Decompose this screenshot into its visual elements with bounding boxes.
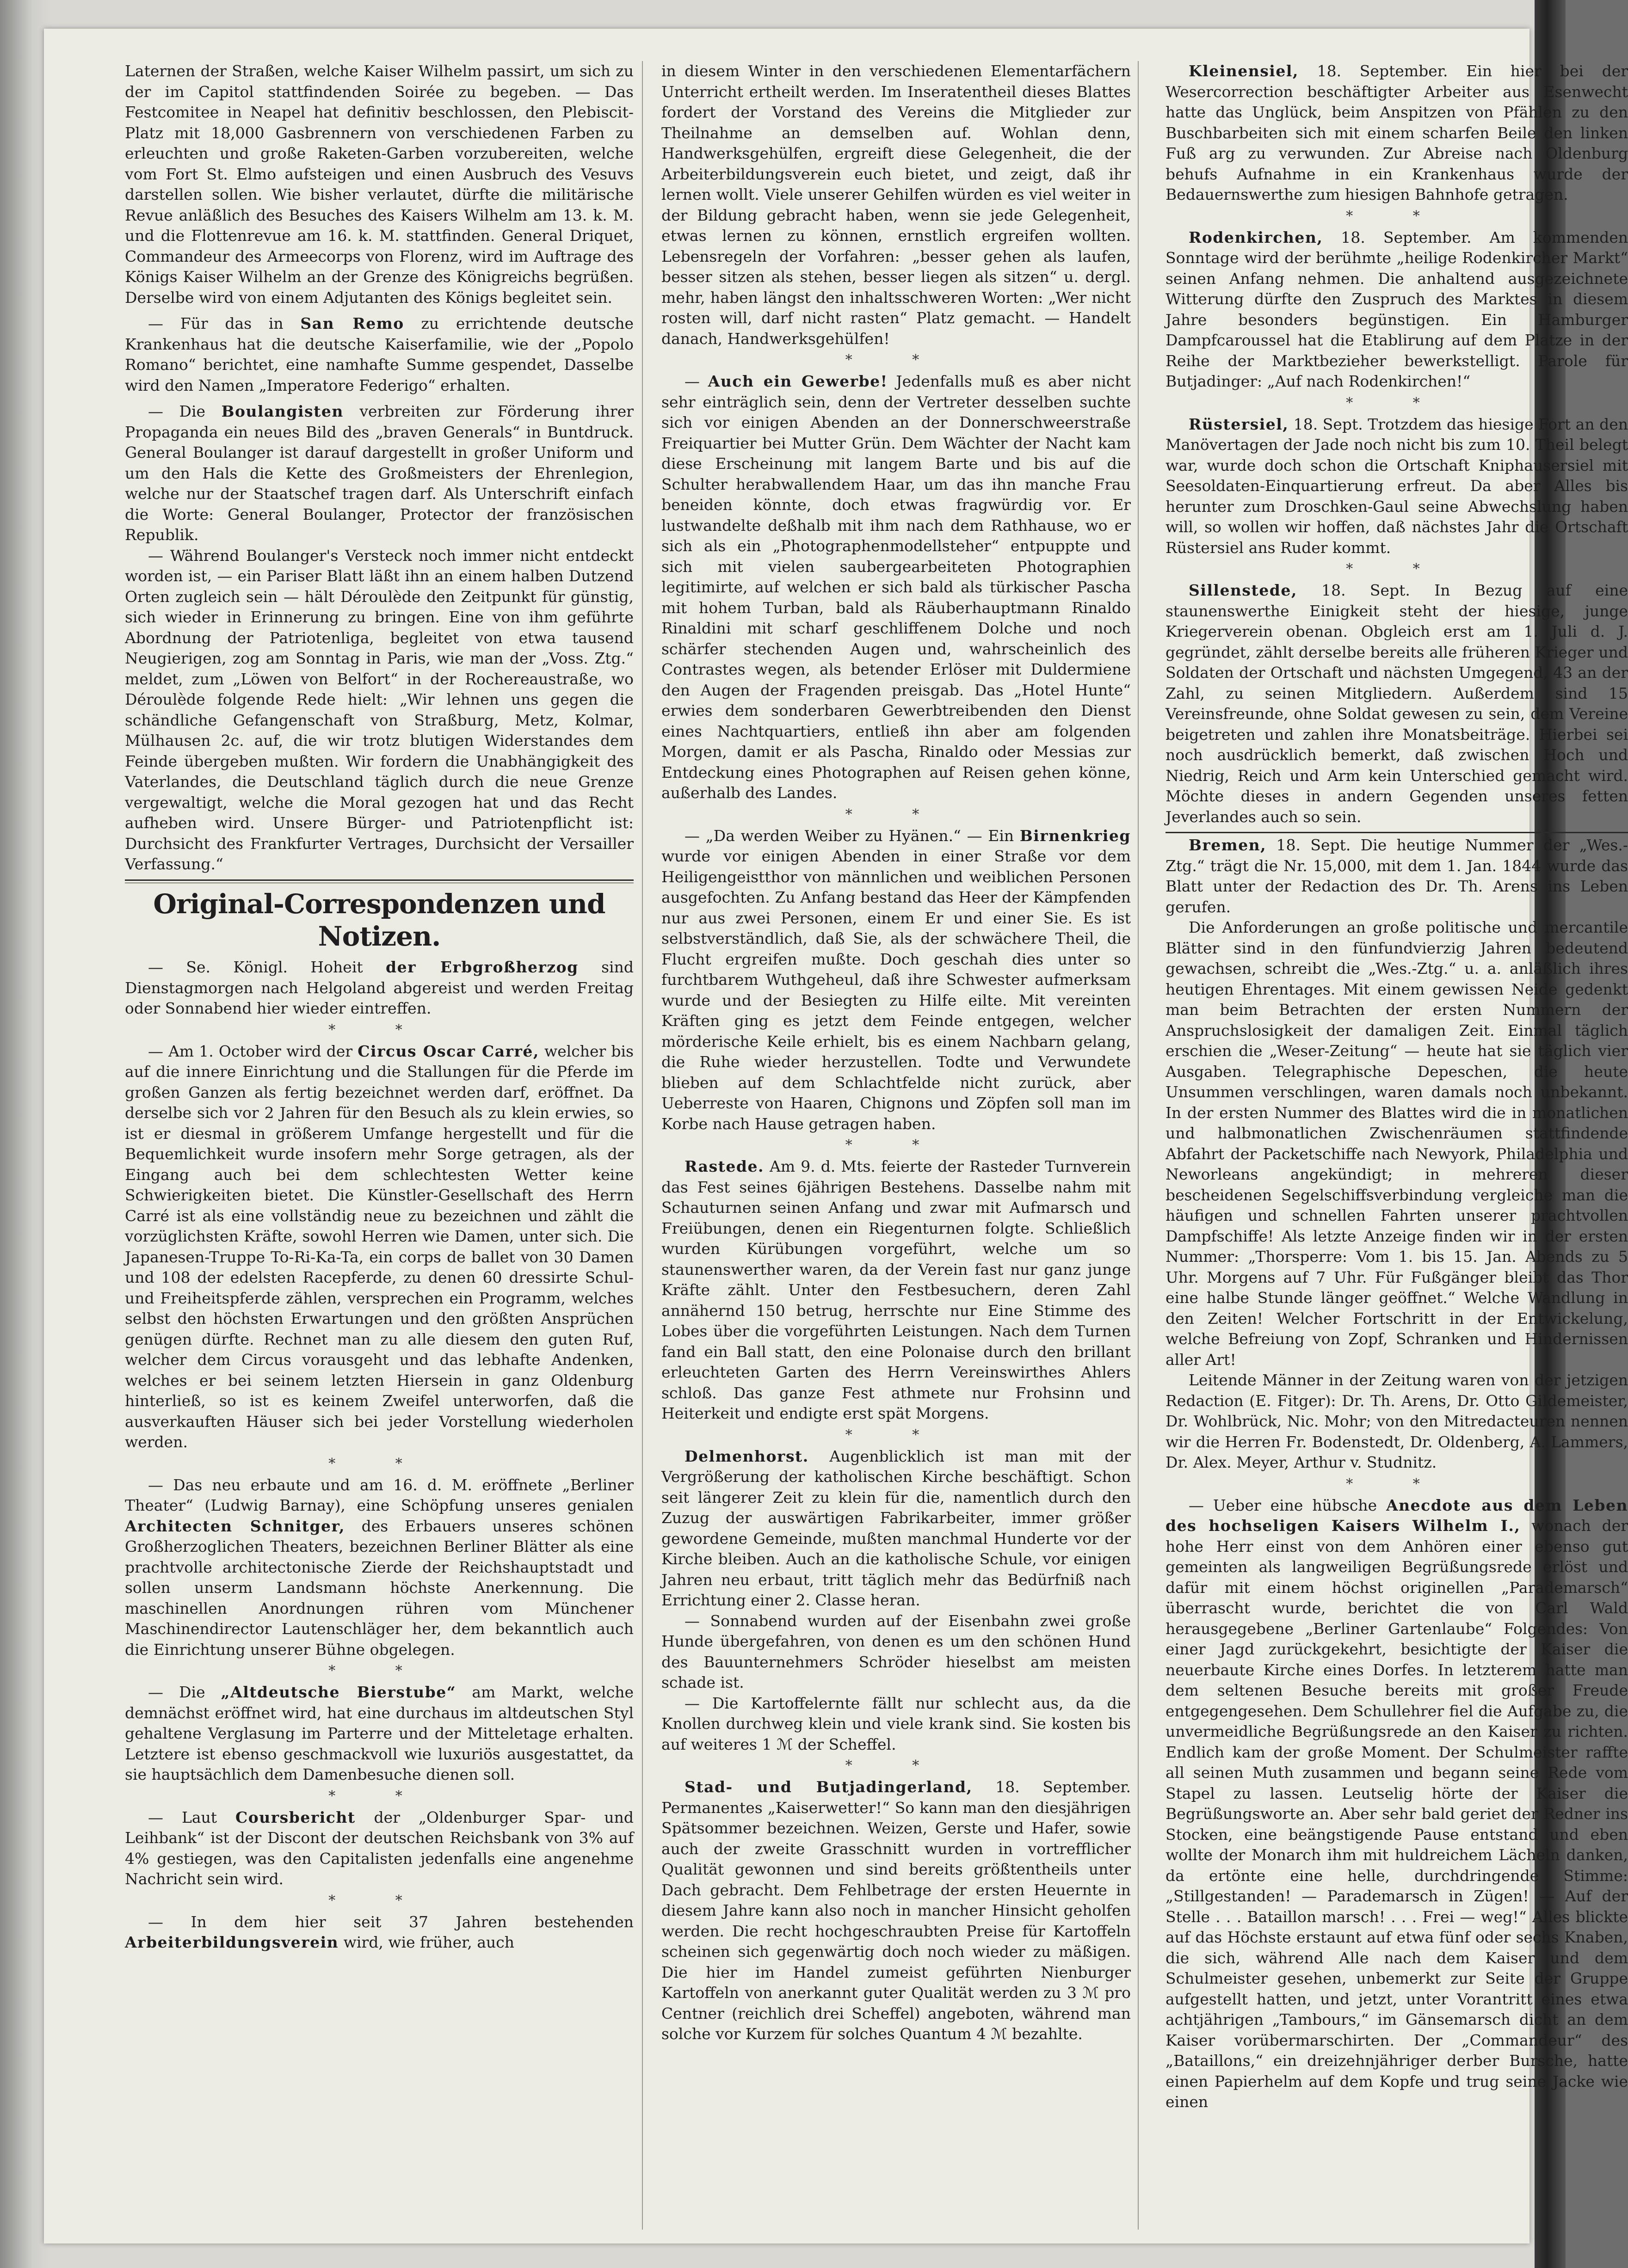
article-heading: Circus Oscar Carré, (358, 1042, 539, 1060)
article-heading: Kleinensiel, (1189, 62, 1299, 80)
article-heading: Architecten Schnitger, (125, 1517, 345, 1535)
separator-stars: * * (1346, 208, 1448, 224)
article-text: — Sonnabend wurden auf der Eisenbahn zwei große Hunde übergefahren, von denen es um den schönen Hund des Bauunternehmers Schröder hieselbst am meisten schade ist. (661, 1611, 1131, 1691)
article-text: Sillenstede, 18. Sept. In Bezug auf eine staunenswerthe Einigkeit steht der hiesige, junge Kriegerverein obenan. Obgleich erst am 1. Juli d. J. gegründet, zählt derselbe bereits alle früheren Krieger und Soldaten der Ortschaft und nächsten Umgegend, 43 an der Zahl, zu seinen Mitgliedern. Außerdem sind 15 Vereinsfreunde, ohne Soldat gewesen zu sein, dem Vereine beigetreten und zahlen ihre Monatsbeiträge. Hierbei sei noch ausdrücklich bemerkt, daß zwischen Hoch und Niedrig, Reich und Arm kein Unterschied gemacht wird. Möchte dieses in andern Gegenden unseres fetten Jeverlandes auch so sein. (1166, 581, 1628, 826)
section-rule (125, 879, 634, 881)
column-3 (1166, 61, 1628, 2234)
article-text: — Während Boulanger's Versteck noch immer nicht entdeckt worden ist, — ein Pariser Blatt läßt ihn an einem halben Dutzend Orten zugleich sein — hält Déroulède den Zeitpunkt für günstig, sich wieder in Erinnerung zu bringen. Eine von ihm geführte Abordnung der Patriotenliga, begleitet von etwa tausend Neugierigen, zog am Sonntag in Paris, wie man der „Voss. Ztg.“ meldet, zum „Löwen von Belfort“ in der Rochereaustraße, wo Déroulède folgende Rede hielt: „Wir lehnen uns gegen die schändliche Gefangenschaft von Straßburg, Metz, Kolmar, Mülhausen 2c. auf, die wir trotz blutigen Widerstandes dem Feinde übergeben mußten. Wir fordern die Unabhängigkeit des Vaterlandes, die Deutschland täglich durch die neue Grenze vergewaltigt, welche die Moral gezogen hat und das Recht aufheben wird. Unsere Bürger- und Patriotenpflicht ist: Durchsicht des Frankfurter Vertrages, Durchsicht der Versailler Verfassung.“ (125, 546, 634, 873)
separator-stars: * * (328, 1455, 430, 1472)
section-title: Original-Correspondenzen und Notizen. (153, 888, 605, 952)
article-text: — Die Boulangisten verbreiten zur Förderung ihrer Propaganda ein neues Bild des „braven Generals“ in Buntdruck. General Boulanger ist darauf dargestellt in großer Uniform und um den Hals die Kette des Großmeisters der Ehrenlegion, welche nur der Staatschef tragen darf. Als Unterschrift einfach die Worte: General Boulanger, Protector der französischen Republik. (125, 402, 634, 544)
article-text: — Das neu erbaute und am 16. d. M. eröffnete „Berliner Theater“ (Ludwig Barnay), eine Schöpfung unseres genialen Architecten Schnitger, des Erbauers unseres schönen Großherzoglichen Theaters, bezeichnen Berliner Blätter als eine prachtvolle architectonische Zierde der Reichshauptstadt und sollen unserm Landsmann höchste Anerkennung. Die maschinellen Anordnungen rühren vom Münchener Maschinendirector Lautenschläger her, dem bekanntlich auch die Einrichtung unserer Bühne obgelegen. (125, 1475, 634, 1659)
article-text: — Die Kartoffelernte fällt nur schlecht aus, da die Knollen durchweg klein und viele krank sind. Sie kosten bis auf weiteres 1 ℳ der Scheffel. (661, 1694, 1131, 1753)
article-text: — Für das in San Remo zu errichtende deutsche Krankenhaus hat die deutsche Kaiserfamilie, wie der „Popolo Romano“ berichtet, eine namhafte Summe gespendet, Dasselbe wird den Namen „Imperatore Federigo“ erhalten. (125, 314, 634, 394)
article-text: — Ueber eine hübsche Anecdote aus dem Leben des hochseligen Kaisers Wilhelm I., wonach der hohe Herr einst von dem Anhören einer ebenso gut gemeinten als langweiligen Begrüßungsrede erlöst und dafür mit einem höchst originellen „Parademarsch“ überrascht wurde, berichtet die von Carl Wald herausgegebene „Berliner Gartenlaube“ Folgendes: Von einer Jagd zurückgekehrt, besichtigte der Kaiser die neuerbaute Kirche eines Dorfes. In letzterem hatte man dem seltenen Besuche bereits mit großer Freude entgegengesehen. Dem Schullehrer fiel die Aufgabe zu, die unvermeidliche Begrüßungsrede an den Kaiser zu richten. Endlich kam der große Moment. Der Schulmeister raffte all seinen Muth zusammen und begann seine Rede vom Stapel zu lassen. Leutselig hörte der Kaiser die Begrüßungsworte an. Aber sehr bald geriet der Redner ins Stocken, eine beängstigende Pause entstand und eben wollte der Monarch ihm mit huldreichem Lächeln danken, da ertönte eine helle, durchdringende Stimme: „Stillgestanden! — Parademarsch in Zügen! — Auf der Stelle . . . Bataillon marsch! . . . Frei — weg!“ Alles blickte auf das Höchste erstaunt auf etwa fünf oder sechs Knaben, die sich, während Alle nach dem Kaiser und dem Schulmeister gesehen, unbemerkt zur Seite der Gruppe aufgestellt hatten, und jetzt, unter Vorantritt eines etwa achtjährigen „Tambours,“ im Gänsemarsch dicht an dem Kaiser vorübermarschirten. Der „Commandeur“ des „Bataillons,“ ein dreizehnjähriger derber Bursche, hatte einen Papierhelm auf dem Kopfe und trug seine Jacke wie einen (1166, 1496, 1628, 2111)
article-text: — Die „Altdeutsche Bierstube“ am Markt, welche demnächst eröffnet wird, hat eine durchaus im altdeutschen Styl gehaltene Verglasung im Parterre und der Mitteletage erhalten. Letztere ist ebenso geschmackvoll wie luxuriös ausgestattet, da sie hauptsächlich dem Damenbesuche dienen soll. (125, 1683, 634, 1783)
article-heading: Stad- und Butjadingerland, (684, 1778, 973, 1796)
separator-stars: * * (1346, 561, 1448, 577)
article-text: Rodenkirchen, 18. September. Am kommenden Sonntage wird der berühmte „heilige Rodenkircher Markt“ seinen Anfang nehmen. Die anhaltend ausgezeichnete Witterung dürfte den Zuspruch des Marktes in diesem Jahre besonders begünstigen. Ein Hamburger Dampfcaroussel hat die Etablirung auf dem Platze in der Reihe der Marktbezieher bewerkstelligt. Parole für Butjadinger: „Auf nach Rodenkirchen!“ (1166, 228, 1628, 390)
article-heading: Rastede. (684, 1157, 764, 1175)
separator-stars: * * (328, 1788, 430, 1804)
article-text: Kleinensiel, 18. September. Ein hier bei der Wesercorrection beschäftigter Arbeiter aus Esenwecht hatte das Unglück, beim Anspitzen von Pfählen zu den Buschbarbeiten sich mit einem scharfen Beile den linken Fuß arg zu verwunden. Zur Abreise nach Oldenburg behufs Aufnahme in ein Krankenhaus wurde der Bedauernswerthe zum hiesigen Bahnhofe getragen. (1166, 62, 1628, 203)
article-heading: Auch ein Gewerbe! (708, 372, 888, 390)
article-text: Die Anforderungen an große politische und mercantile Blätter sind in den fünfundvierzig Jahren bedeutend gewachsen, schreibt die „Wes.-Ztg.“ u. a. anläßlich ihres heutigen Ehrentages. Mit einem gewissen Neide gedenkt man beim Betrachten der ersten Nummern der Anspruchslosigkeit der damaligen Zeit. Einmal täglich erschien die „Weser-Zeitung“ — heute hat sie täglich vier Ausgaben. Telegraphische Depeschen, die heute Unsummen verschlingen, waren damals noch unbekannt. In der ersten Nummer des Blattes wird die in monatlichen und halbmonatlichen Zwischenräumen stattfindende Abfahrt der Packetschiffe nach Newyork, Philadelphia und Neworleans angekündigt; in mehreren dieser bescheidenen Segelschiffsverbindung vergleiche man die häufigen und schnellen Fahrten unserer prachtvollen Dampfschiffe! Als letzte Anzeige finden wir in der ersten Nummer: „Thorsperre: Vom 1. bis 15. Jan. Abends zu 5 Uhr. Morgens auf 7 Uhr. Für Fußgänger bleibt das Thor eine halbe Stunde länger geöffnet.“ Welche Wandlung in den Zeiten! Welcher Fortschritt in der Entwickelung, welche Befreiung von Zopf, Schranken und Hindernissen aller Art! (1166, 918, 1628, 1369)
article-heading: Arbeiterbildungsverein (125, 1933, 339, 1951)
article-heading: Sillenstede, (1189, 581, 1297, 599)
separator-stars: * * (1346, 1475, 1448, 1492)
column-divider-2 (1138, 61, 1139, 2230)
article-heading: San Remo (300, 314, 404, 332)
column-1 (125, 61, 634, 2234)
article-heading: Rodenkirchen, (1189, 228, 1323, 246)
article-heading: „Altdeutsche Bierstube“ (221, 1683, 456, 1701)
separator-stars: * * (328, 1663, 430, 1679)
article-text: — In dem hier seit 37 Jahren bestehenden Arbeiterbildungsverein wird, wie früher, auch (125, 1912, 634, 1951)
article-text: — Auch ein Gewerbe! Jedenfalls muß es aber nicht sehr einträglich sein, denn der Vertreter desselben suchte sich vor einigen Abenden an der Donnerschweerstraße Freiquartier bei Mutter Grün. Dem Wächter der Nacht kam diese Erscheinung mit langem Barte und bis auf die Schulter herabwallendem Haar, um das ihn manche Frau beneiden könnte, doch etwas fragwürdig vor. Er lustwandelte deßhalb mit ihm nach dem Rathhause, wo er sich als ein „Photographenmodellsteher“ entpuppte und sich mit vielen saubergearbeiteten Photographien legitimirte, auf welchen er sich bald als türkischer Pascha mit hohem Turban, bald als Räuberhauptmann Rinaldo Rinaldini mit scharf geschliffenem Dolche und noch schärfer stechenden Augen und, wahrscheinlich des Contrastes wegen, als betender Erlöser mit Duldermiene den Augen der Fragenden preisgab. Das „Hotel Hunte“ erwies dem sonderbaren Gewerbtreibenden den Dienst eines Nachtquartiers, entließ ihn aber am folgenden Morgen, damit er als Pascha, Rinaldo oder Messias zur Entdeckung eines Photographen auf Reisen gehen könne, außerhalb des Landes. (661, 372, 1131, 802)
article-text: — „Da werden Weiber zu Hyänen.“ — Ein Birnenkrieg wurde vor einigen Abenden in einer Straße vor dem Heiligengeistthor von männlichen und weiblichen Personen ausgefochten. Zu Anfang bestand das Heer der Kämpfenden nur aus zwei Personen, einem Er und einer Sie. Es ist selbstverständlich, daß Sie, als der schwächere Theil, die Flucht ergreifen mußte. Doch geschah dies unter so furchtbarem Wuthgeheul, daß ihre Schwester aufmerksam wurde und der Besiegten zu Hilfe eilte. Mit vereinten Kräften ging es jetzt dem Feinde entgegen, welcher mörderische Keile erhielt, bis es einem Nachbarn gelang, die Ruhe wieder herzustellen. Todte und Verwundete blieben auf dem Schlachtfelde nicht zurück, aber Ueberreste von Haaren, Chignons und Zöpfen soll man im Korbe nach Hause getragen haben. (661, 826, 1131, 1133)
article-text: Bremen, 18. Sept. Die heutige Nummer der „Wes.-Ztg.“ trägt die Nr. 15,000, mit dem 1. Jan. 1844 wurde das Blatt unter der Redaction des Dr. Th. Arens ins Leben gerufen. (1166, 836, 1628, 916)
article-heading: Anecdote aus dem Leben des hochseligen Kaisers Wilhelm I., (1166, 1496, 1628, 1535)
separator-stars: * * (845, 352, 947, 368)
separator-stars: * * (328, 1021, 430, 1038)
article-text: Leitende Männer in der Zeitung waren von der jetzigen Redaction (E. Fitger): Dr. Th. Arens, Dr. Otto Gildemeister, Dr. Wohlbrück, Nic. Mohr; von den Mitredacteuren nennen wir die Herren Fr. Bodenstedt, Dr. Oldenberg, A. Lammers, Dr. Alex. Meyer, Arthur v. Studnitz. (1166, 1371, 1628, 1471)
article-heading: Boulangisten (221, 402, 344, 420)
article-text: Stad- und Butjadingerland, 18. September. Permanentes „Kaiserwetter!“ So kann man den diesjährigen Spätsommer bezeichnen. Weizen, Gerste und Hafer, sowie auch der zweite Grasschnitt wurden in vortrefflicher Qualität gewonnen und sind bereits größtentheils unter Dach gebracht. Dem Fehlbetrage der ersten Heuernte in diesem Jahre kann also noch in mancher Hinsicht geholfen werden. Die recht hochgeschraubten Preise für Kartoffeln scheinen sich gegenwärtig doch noch wieder zu mäßigen. Die hier im Handel zumeist geführten Nienburger Kartoffeln von anerkannt guter Qualität werden zu 3 ℳ pro Centner (reichlich drei Scheffel) angeboten, während man solche vor Kurzem für solches Quantum 4 ℳ bezahlte. (661, 1778, 1131, 2043)
article-text: Delmenhorst. Augenblicklich ist man mit der Vergrößerung der katholischen Kirche beschäftigt. Schon seit längerer Zeit zu klein für die, namentlich durch den Zuzug der auswärtigen Fabrikarbeiter, immer größer gewordene Gemeinde, mußten manchmal Hunderte vor der Kirche bleiben. Auch an die katholische Schule, vor einigen Jahren neu erbaut, tritt täglich mehr das Bedürfniß nach Errichtung einer 2. Classe heran. (661, 1447, 1131, 1609)
separator-stars: * * (845, 1426, 947, 1443)
article-heading: Rüstersiel, (1189, 415, 1289, 433)
separator-stars: * * (845, 1137, 947, 1153)
article-text: Rastede. Am 9. d. Mts. feierte der Rasteder Turnverein das Fest seines 6jährigen Bestehens. Dasselbe nahm mit Schauturnen seinen Anfang und zwar mit Aufmarsch und Freiübungen, denen ein Riegenturnen folgte. Schließlich wurden Kürübungen vorgeführt, welche um so staunenswerther waren, da der Verein fast nur ganz junge Kräfte zählt. Unter den Festbesuchern, deren Zahl annähernd 150 betrug, herrschte nur Eine Stimme des Lobes über die vorgeführten Leistungen. Nach dem Turnen fand ein Ball statt, den eine Polonaise durch den brillant erleuchteten Garten des Herrn Vereinswirthes Ahlers schloß. Das ganze Fest athmete nur Frohsinn und Heiterkeit und endigte erst spät Morgens. (661, 1157, 1131, 1422)
article-text: Laternen der Straßen, welche Kaiser Wilhelm passirt, um sich zu der im Capitol stattfindenden Soirée zu begeben. — Das Festcomitee in Neapel hat definitiv beschlossen, den Plebiscit-Platz mit 18,000 Gasbrennern von verschiedenen Farben zu erleuchten und große Raketen-Garben vorzubereiten, welche vom Fort St. Elmo aufsteigen und einen Ausbruch des Vesuvs darstellen sollen. Wie bisher verlautet, dürfte die militärische Revue anläßlich des Besuches des Kaisers Wilhelm am 13. k. M. und die Flottenrevue am 16. k. M. stattfinden. General Driquet, Commandeur des Armeecorps von Florenz, wird im Auftrage des Königs Kaiser Wilhelm an der Grenze des Königreichs begrüßen. Derselbe wird von einem Adjutanten des Königs begleitet sein. (125, 62, 634, 307)
article-heading: Birnenkrieg (1019, 826, 1131, 845)
article-heading: der Erbgroßherzog (386, 958, 579, 976)
article-text: Rüstersiel, 18. Sept. Trotzdem das hiesige Fort an den Manövertagen der Jade noch nicht bis zum 10. Theil belegt war, wurde doch schon die Ortschaft Kniphausersiel mit Seesoldaten-Einquartierung erfreut. Da aber Alles bis herunter zum Droschken-Gaul seine Abwechslung haben will, so wollen wir hoffen, daß nächstes Jahr die Ortschaft Rüstersiel ans Ruder kommt. (1166, 415, 1628, 557)
section-rule (1166, 832, 1628, 833)
separator-stars: * * (328, 1892, 430, 1909)
article-heading: Delmenhorst. (684, 1447, 809, 1465)
section-rule-thin (125, 883, 634, 884)
article-heading: Bremen, (1189, 836, 1267, 854)
article-heading: Coursbericht (235, 1808, 356, 1826)
article-text: in diesem Winter in den verschiedenen Elementarfächern Unterricht ertheilt werden. Im Inseratentheil dieses Blattes fordert der Vorstand des Vereins die Mitglieder zur Theilnahme an demselben auf. Wohlan denn, Handwerksgehülfen, ergreift diese Gelegenheit, die der Arbeiterbildungsverein euch bietet, und zeigt, daß ihr lernen wollt. Viele unserer Gehilfen würden es viel weiter in der Bildung gebracht haben, wenn sie jede Gelegenheit, etwas lernen zu können, ernstlich ergreifen wollten. Lebensregeln der Vorfahren: „besser gehen als laufen, besser sitzen als stehen, besser liegen als sitzen“ u. dergl. mehr, haben längst den inhaltsschweren Worten: „Wer nicht rosten will, darf nicht rasten“ Platz gemacht. — Handelt danach, Handwerksgehülfen! (661, 62, 1131, 348)
separator-stars: * * (845, 806, 947, 823)
newspaper-page (44, 29, 1628, 2243)
separator-stars: * * (845, 1758, 947, 1774)
column-2 (661, 61, 1131, 2234)
article-text: — Laut Coursbericht der „Oldenburger Spar- und Leihbank“ ist der Discont der deutschen Reichsbank von 3% auf 4% gestiegen, was den Capitalisten jedenfalls eine angenehme Nachricht sein wird. (125, 1808, 634, 1888)
separator-stars: * * (1346, 394, 1448, 411)
column-divider-1 (642, 61, 643, 2230)
article-text: — Se. Königl. Hoheit der Erbgroßherzog sind Dienstagmorgen nach Helgoland abgereist und werden Freitag oder Sonnabend hier wieder eintreffen. (125, 958, 634, 1017)
article-text: — Am 1. October wird der Circus Oscar Carré, welcher bis auf die innere Einrichtung und die Stallungen für die Pferde im großen Ganzen als fertig bezeichnet werden darf, eröffnet. Da derselbe sich vor 2 Jahren für den Besuch als zu klein erwies, so ist er diesmal in größerem Umfange hergestellt und für die Bequemlichkeit wurde insofern mehr Sorge getragen, als der Eingang auch bei dem schlechtesten Wetter keine Schwierigkeiten bietet. Die Künstler-Gesellschaft des Herrn Carré ist als eine vollständig neue zu bezeichnen und zählt die vorzüglichsten Kräfte, sowohl Herren wie Damen, unter sich. Die Japanesen-Truppe To-Ri-Ka-Ta, ein corps de ballet von 30 Damen und 108 der edelsten Racepferde, zu denen 60 dressirte Schul- und Freiheitspferde zählen, versprechen ein Programm, welches selbst den höchsten Erwartungen und den größten Ansprüchen genügen dürfte. Rechnet man zu alle diesem den guten Ruf, welcher dem Circus vorausgeht und das lebhafte Andenken, welches er bei seinem letzten Hiersein in ganz Oldenburg hinterließ, so ist es keinem Zweifel unterworfen, daß die ausverkauften Häuser sich bei jeder Vorstellung wiederholen werden. (125, 1042, 634, 1451)
